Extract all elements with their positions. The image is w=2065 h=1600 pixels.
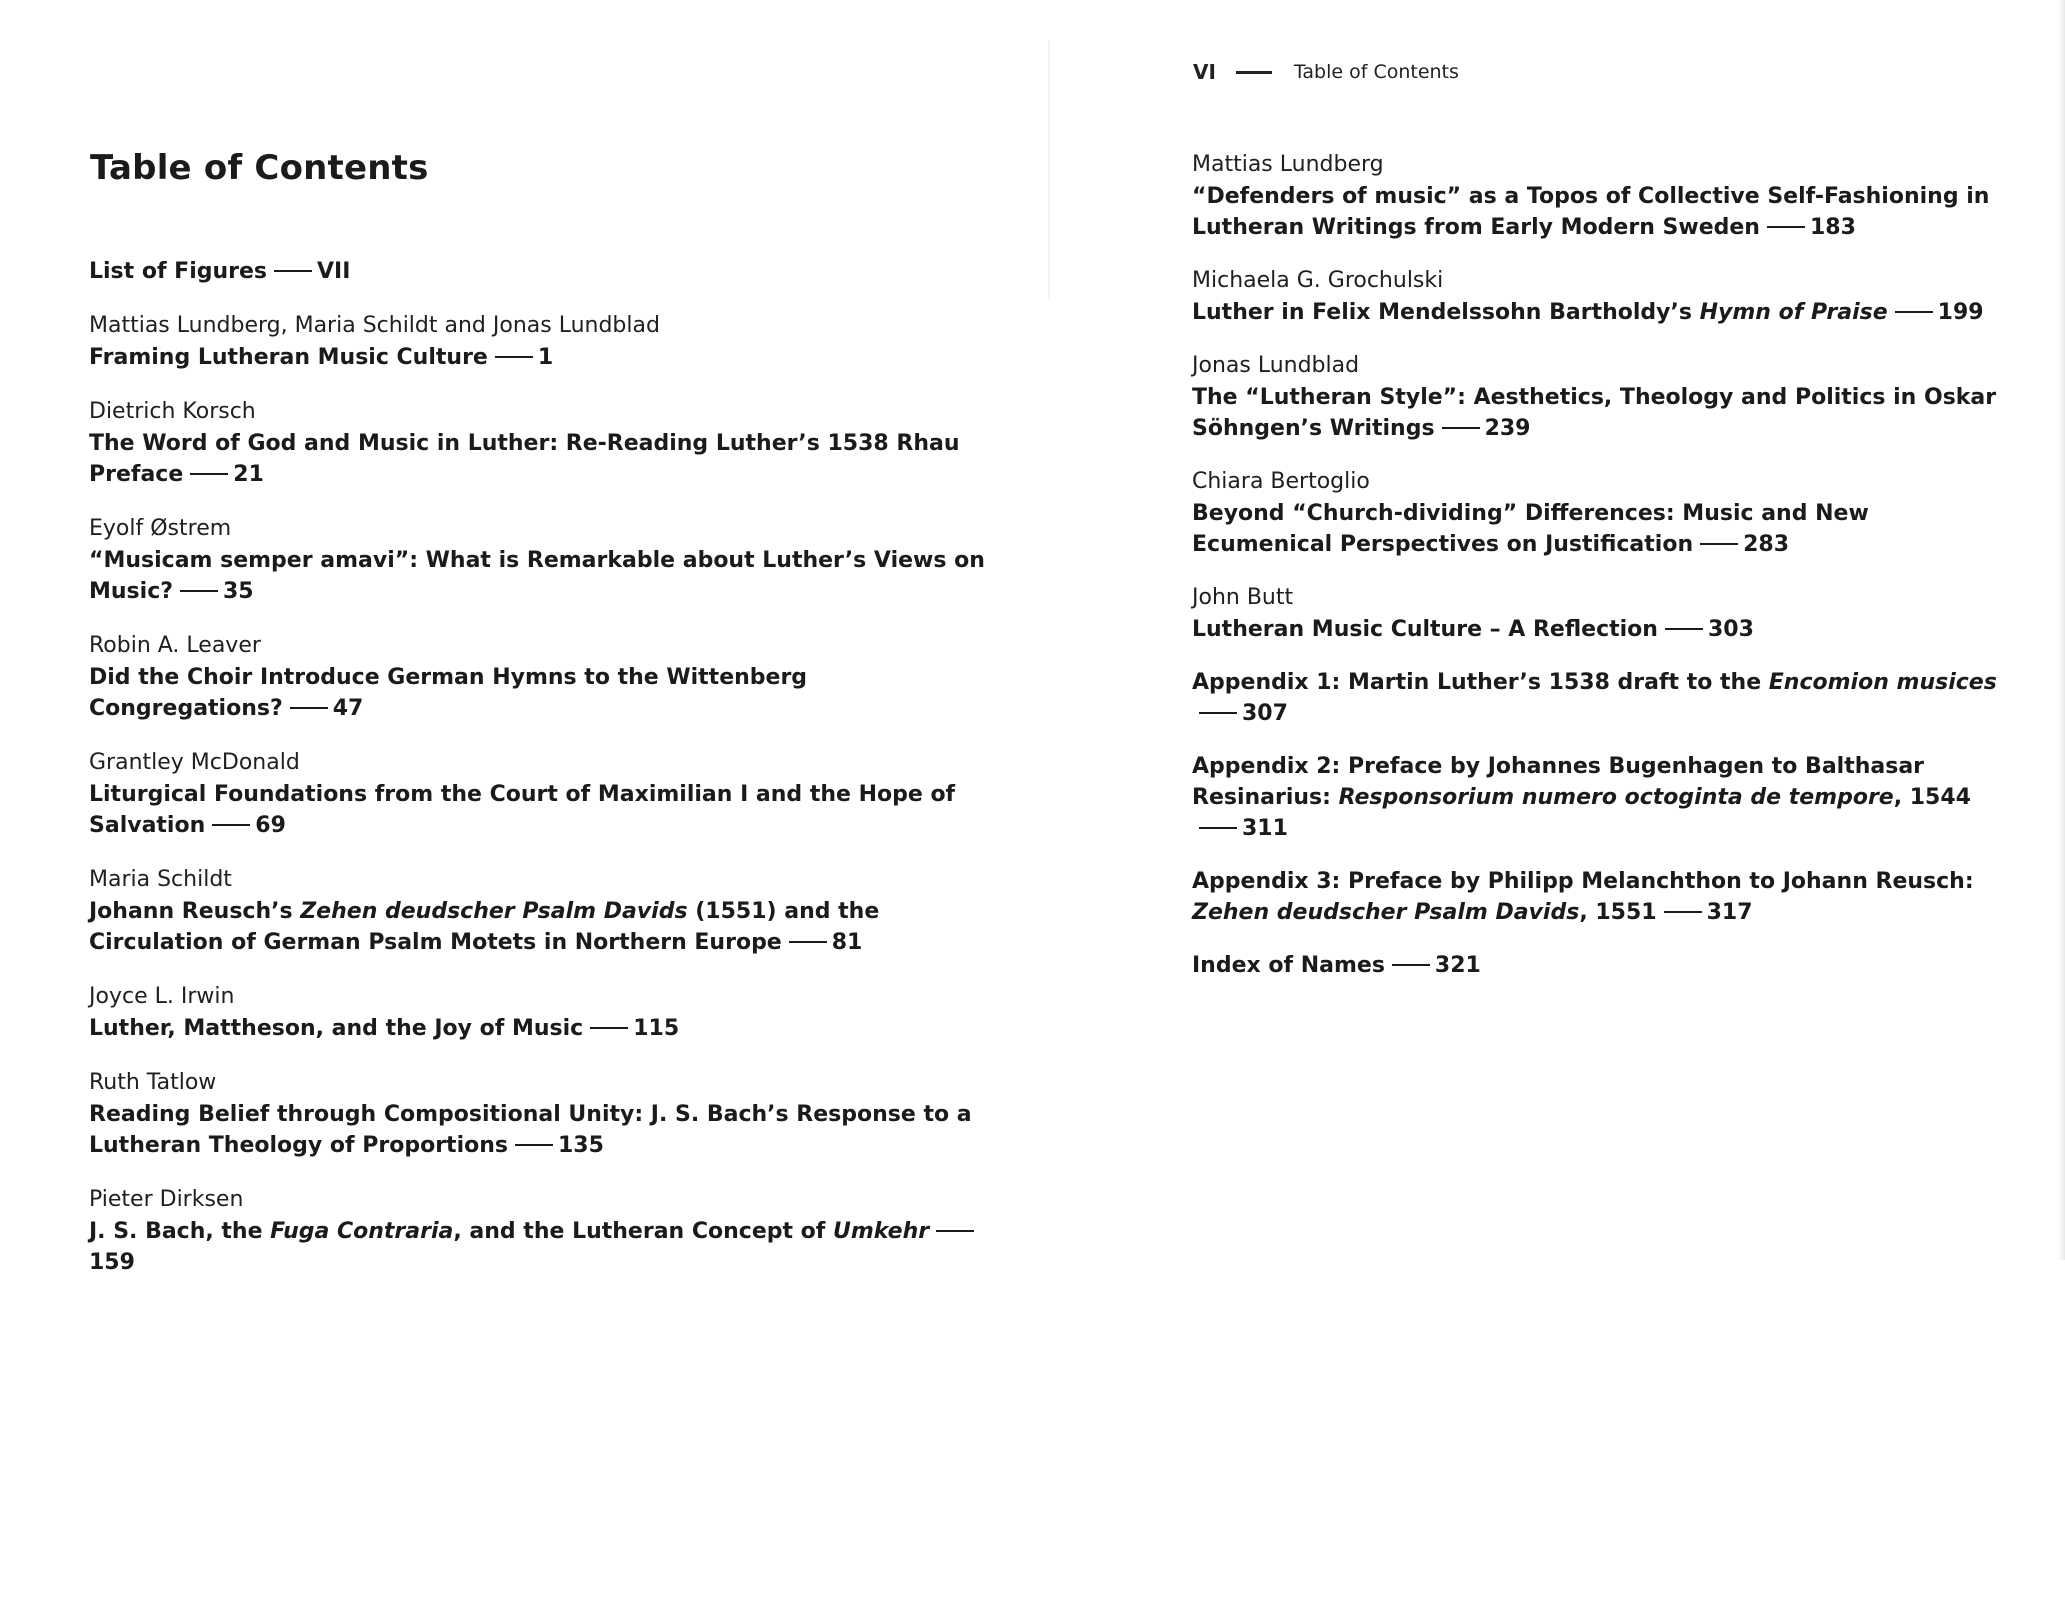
toc-page-number: 69	[255, 813, 286, 838]
toc-page-number: 21	[233, 462, 264, 487]
toc-entry-title	[89, 662, 989, 724]
toc-list-left	[89, 256, 989, 1301]
toc-entry	[89, 630, 989, 724]
toc-entry-title-italic: Hymn of Praise	[1699, 300, 1888, 325]
toc-leader-dash	[180, 590, 218, 592]
toc-entry-title-text: The Word of God and Music in Luther: Re-Reading Luther’s 1538 Rhau Preface	[89, 431, 960, 487]
toc-entry-title-text: Index of Names	[1192, 953, 1385, 978]
toc-entry-title-italic: Zehen deudscher Psalm Davids	[1192, 900, 1580, 925]
toc-list-right	[1192, 149, 2012, 1003]
toc-entry	[89, 1184, 989, 1278]
toc-page-number: 307	[1242, 701, 1288, 726]
toc-leader-dash	[1767, 226, 1805, 228]
toc-page-number: 115	[633, 1016, 680, 1041]
toc-leader-dash	[1700, 543, 1738, 545]
toc-entry-title	[1192, 297, 2012, 328]
page-edge-shadow	[2058, 0, 2065, 1260]
toc-page-number: 1	[537, 345, 554, 370]
toc-entry	[89, 864, 989, 958]
toc-leader-dash	[190, 473, 228, 475]
toc-entry-title-text: , and the Lutheran Concept of	[453, 1219, 834, 1244]
toc-entry-author: Pieter Dirksen	[89, 1187, 244, 1212]
toc-entry-title-text: Appendix 1: Martin Luther’s 1538 draft to the	[1192, 670, 1769, 695]
toc-entry-title	[89, 256, 989, 287]
toc-entry	[1192, 667, 2012, 729]
toc-entry-author: Mattias Lundberg, Maria Schildt and Jonas Lundblad	[89, 313, 660, 338]
toc-page-number: 159	[89, 1250, 135, 1275]
toc-entry-title-text: Johann Reusch’s	[89, 899, 301, 924]
toc-entry-title	[1192, 382, 2012, 444]
toc-entry-title	[1192, 866, 2012, 928]
running-head	[1193, 60, 1459, 84]
toc-entry-title	[89, 1099, 989, 1161]
toc-entry	[1192, 582, 2012, 645]
toc-page-number: 283	[1743, 532, 1790, 557]
toc-leader-dash	[936, 1230, 974, 1232]
toc-entry-title-text: “Defenders of music” as a Topos of Collective Self-Fashioning in Lutheran Writings from Early Modern Sweden	[1192, 184, 1990, 240]
toc-entry-author: John Butt	[1192, 585, 1294, 610]
toc-leader-dash	[515, 1144, 553, 1146]
toc-entry-author: Joyce L. Irwin	[89, 984, 235, 1009]
toc-entry-title-text: , 1551	[1579, 900, 1657, 925]
toc-entry-title	[1192, 498, 2012, 560]
toc-leader-dash	[212, 824, 250, 826]
toc-page-number: 135	[557, 1133, 604, 1158]
toc-entry-title-text: Framing Lutheran Music Culture	[89, 345, 488, 370]
toc-leader-dash	[789, 941, 827, 943]
toc-entry-title-text: Appendix 3: Preface by Philipp Melanchthon to Johann Reusch:	[1192, 869, 1974, 894]
toc-leader-dash	[590, 1027, 628, 1029]
toc-entry	[89, 310, 989, 373]
toc-entry-author: Michaela G. Grochulski	[1192, 268, 1444, 293]
toc-entry-title-italic: Umkehr	[833, 1219, 930, 1244]
toc-page-number: VII	[317, 259, 351, 284]
toc-entry-title-text: List of Figures	[89, 259, 268, 284]
toc-entry-title-italic: Responsorium numero octoginta de tempore	[1338, 785, 1894, 810]
toc-entry	[1192, 751, 2012, 844]
toc-entry-title-text: J. S. Bach, the	[89, 1219, 271, 1244]
toc-entry-title-text: Lutheran Music Culture – A Reflection	[1192, 617, 1658, 642]
toc-entry-title-text: , 1544	[1893, 785, 1971, 810]
toc-entry-title-text: Did the Choir Introduce German Hymns to the Wittenberg Congregations?	[89, 665, 808, 721]
toc-page-number: 47	[332, 696, 364, 721]
toc-leader-dash	[290, 707, 328, 709]
toc-entry-title	[89, 545, 989, 607]
toc-leader-dash	[1664, 911, 1702, 913]
toc-page-number: 81	[831, 930, 863, 955]
toc-entry-title-italic: Encomion musices	[1768, 670, 1997, 695]
toc-entry-title-text: Reading Belief through Compositional Unity: J. S. Bach’s Response to a Lutheran Theology of Proportions	[89, 1102, 972, 1158]
toc-entry-title-text: Luther, Mattheson, and the Joy of Music	[89, 1016, 584, 1041]
toc-entry-title-text: Liturgical Foundations from the Court of Maximilian I and the Hope of Salvation	[89, 782, 956, 838]
toc-entry	[89, 1067, 989, 1161]
toc-page-number: 303	[1707, 617, 1754, 642]
toc-entry-author: Grantley McDonald	[89, 750, 300, 775]
toc-entry	[1192, 866, 2012, 928]
toc-entry-author: Jonas Lundblad	[1192, 353, 1360, 378]
toc-leader-dash	[1895, 311, 1933, 313]
toc-entry-title	[89, 1216, 989, 1278]
toc-leader-dash	[1665, 628, 1703, 630]
toc-entry-title-text: Luther in Felix Mendelssohn Bartholdy’s	[1192, 300, 1700, 325]
toc-entry-author: Ruth Tatlow	[89, 1070, 217, 1095]
toc-entry-title	[89, 779, 989, 841]
toc-leader-dash	[495, 356, 533, 358]
toc-entry-title-text: Beyond “Church-dividing” Differences: Music and New Ecumenical Perspectives on Justification	[1192, 501, 1869, 557]
toc-entry-title	[89, 342, 989, 373]
toc-entry-title-italic: Zehen deudscher Psalm Davids	[300, 899, 688, 924]
toc-entry-title-italic: Fuga Contraria	[270, 1219, 454, 1244]
toc-leader-dash	[274, 270, 312, 272]
toc-entry-title-text: “Musicam semper amavi”: What is Remarkable about Luther’s Views on Music?	[89, 548, 985, 604]
toc-entry	[89, 513, 989, 607]
toc-entry-title	[1192, 667, 2012, 729]
toc-entry	[1192, 350, 2012, 444]
toc-leader-dash	[1199, 712, 1237, 714]
toc-entry	[1192, 149, 2012, 243]
toc-entry-author: Mattias Lundberg	[1192, 152, 1384, 177]
toc-entry-title	[1192, 950, 2012, 981]
toc-entry-title	[1192, 614, 2012, 645]
toc-page-number: 183	[1809, 215, 1856, 240]
toc-entry	[1192, 265, 2012, 328]
toc-entry-author: Maria Schildt	[89, 867, 232, 892]
toc-entry-author: Robin A. Leaver	[89, 633, 261, 658]
toc-entry	[89, 396, 989, 490]
toc-page-number: 239	[1484, 416, 1531, 441]
toc-leader-dash	[1392, 964, 1430, 966]
toc-entry-title	[1192, 181, 2012, 243]
toc-entry-title	[89, 428, 989, 490]
toc-entry	[89, 747, 989, 841]
toc-entry-title	[89, 1013, 989, 1044]
toc-leader-dash	[1442, 427, 1480, 429]
running-head-dash	[1236, 71, 1272, 74]
toc-entry-title	[1192, 751, 2012, 844]
toc-entry-title-text: (1551) and the Circulation of German Psalm Motets in Northern Europe	[89, 899, 880, 955]
toc-heading: Table of Contents	[90, 148, 429, 188]
toc-entry	[1192, 466, 2012, 560]
toc-page-number: 317	[1706, 900, 1753, 925]
toc-entry	[89, 981, 989, 1044]
toc-entry-author: Chiara Bertoglio	[1192, 469, 1370, 494]
page-folio: VI	[1193, 60, 1216, 84]
toc-page-number: 321	[1434, 953, 1481, 978]
toc-entry	[1192, 950, 2012, 981]
toc-entry-title-text: The “Lutheran Style”: Aesthetics, Theology and Politics in Oskar Söhngen’s Writings	[1192, 385, 1997, 441]
running-head-title: Table of Contents	[1293, 61, 1459, 83]
toc-entry-title	[89, 896, 989, 958]
toc-entry-author: Eyolf Østrem	[89, 516, 232, 541]
toc-entry	[89, 256, 989, 287]
toc-leader-dash	[1199, 827, 1237, 829]
toc-entry-author: Dietrich Korsch	[89, 399, 256, 424]
toc-page-number: 199	[1937, 300, 1984, 325]
toc-entry-title-text: Appendix 2: Preface by Johannes Bugenhagen to Balthasar Resinarius:	[1192, 754, 1925, 810]
toc-page-number: 35	[223, 579, 254, 604]
toc-page-number: 311	[1242, 816, 1288, 841]
